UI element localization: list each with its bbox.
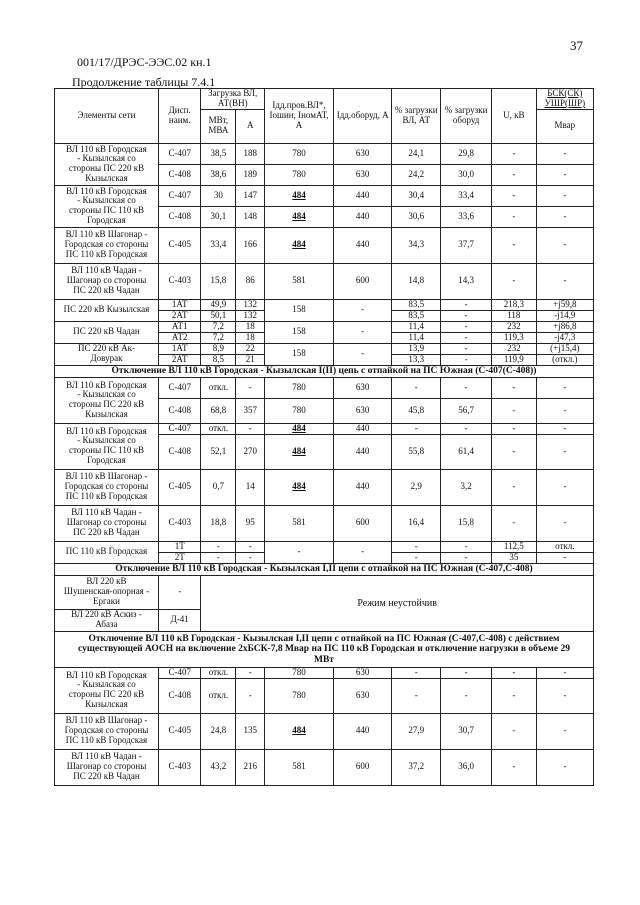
cell: -: [536, 749, 593, 785]
cell: -: [536, 552, 593, 563]
table-row: [55, 143, 594, 164]
cell: 581: [265, 505, 334, 541]
cell: 484: [265, 713, 334, 749]
cell: -: [441, 541, 492, 552]
element-name: ПС 220 кВ Чадан: [55, 321, 159, 343]
cell: -j47,3: [536, 332, 593, 343]
cell: -: [492, 227, 537, 263]
cell: 484: [265, 434, 334, 469]
cell: 440: [334, 227, 392, 263]
table-row: [55, 749, 594, 785]
header-load: Загрузка ВЛ, АТ(ВН): [201, 89, 265, 110]
cell: 630: [334, 143, 392, 164]
cell: -: [536, 505, 593, 541]
table-row: [55, 299, 594, 310]
cell: (откл.): [536, 354, 593, 365]
cell: -: [492, 469, 537, 505]
cell: 13,9: [392, 343, 441, 354]
cell: 2,9: [392, 469, 441, 505]
cell: 270: [236, 434, 265, 469]
cell: (+j15,4): [536, 343, 593, 354]
element-name: ВЛ 110 кВ Городская - Кызылская со стороны ПС 220 кВ Кызылская: [55, 377, 159, 423]
cell: АТ2: [158, 332, 200, 343]
section-row: [55, 631, 594, 667]
cell: 14: [236, 469, 265, 505]
cell: 34,3: [392, 227, 441, 263]
cell: 7,2: [201, 332, 236, 343]
header-pct-vl: % загрузки ВЛ, АТ: [392, 89, 441, 144]
cell: 95: [236, 505, 265, 541]
table-row: [55, 541, 594, 552]
cell: 43,2: [201, 749, 236, 785]
cell: -: [492, 713, 537, 749]
cell: 38,6: [201, 164, 236, 185]
cell: 11,4: [392, 321, 441, 332]
cell: 8,9: [201, 343, 236, 354]
cell: -: [441, 667, 492, 678]
cell: 24,1: [392, 143, 441, 164]
cell: -: [536, 713, 593, 749]
cell: +j59,8: [536, 299, 593, 310]
cell: -: [236, 552, 265, 563]
cell: 440: [334, 185, 392, 206]
cell: 55,8: [392, 434, 441, 469]
cell: -: [536, 423, 593, 434]
cell: -: [441, 332, 492, 343]
cell: -: [201, 541, 236, 552]
cell: 83,5: [392, 299, 441, 310]
cell: -: [334, 321, 392, 343]
cell: 33,4: [441, 185, 492, 206]
cell: 780: [265, 667, 334, 678]
cell: -: [392, 541, 441, 552]
table-row: [55, 667, 594, 678]
cell: -: [536, 434, 593, 469]
cell: 14,8: [392, 263, 441, 299]
cell: С-407: [158, 667, 200, 678]
cell: 33,4: [201, 227, 236, 263]
cell: С-407: [158, 423, 200, 434]
cell: 18: [236, 332, 265, 343]
cell: 30,7: [441, 713, 492, 749]
cell: 630: [334, 678, 392, 713]
header-load-a: А: [236, 109, 265, 143]
cell: 68,8: [201, 398, 236, 423]
cell: 440: [334, 206, 392, 227]
cell: С-405: [158, 227, 200, 263]
cell: С-408: [158, 434, 200, 469]
cell: С-407: [158, 143, 200, 164]
cell: -: [536, 263, 593, 299]
document-code: 001/17/ДРЭС-ЭЭС.02 кн.1: [77, 55, 212, 69]
cell: 232: [492, 321, 537, 332]
cell: -: [492, 434, 537, 469]
cell: 1Т: [158, 541, 200, 552]
cell: откл.: [201, 667, 236, 678]
page-number: 37: [570, 38, 583, 53]
cell: 484: [265, 469, 334, 505]
element-name: ВЛ 110 кВ Шагонар - Городская со стороны ПС 110 кВ Городская: [55, 713, 159, 749]
cell: -: [492, 377, 537, 398]
section-row: [55, 365, 594, 377]
cell: -: [392, 377, 441, 398]
cell: -: [392, 423, 441, 434]
cell: -: [492, 143, 537, 164]
cell: -: [441, 343, 492, 354]
cell: -: [236, 377, 265, 398]
cell: 148: [236, 206, 265, 227]
cell: -: [492, 678, 537, 713]
cell: 49,9: [201, 299, 236, 310]
element-name: ВЛ 110 кВ Городская - Кызылская со стороны ПС 110 кВ Городская: [55, 185, 159, 227]
cell: 166: [236, 227, 265, 263]
cell: 581: [265, 749, 334, 785]
cell: 112,5: [492, 541, 537, 552]
cell: 61,4: [441, 434, 492, 469]
table-row: [55, 343, 594, 354]
cell: -: [441, 354, 492, 365]
table-row: [55, 321, 594, 332]
cell: 780: [265, 377, 334, 398]
cell: 50,1: [201, 310, 236, 321]
cell: 21: [236, 354, 265, 365]
cell: С-405: [158, 713, 200, 749]
cell: 18: [236, 321, 265, 332]
header-disp: Дисп. наим.: [158, 89, 200, 144]
cell: -: [441, 377, 492, 398]
cell: 33,6: [441, 206, 492, 227]
section-title: Отключение ВЛ 110 кВ Городская - Кызылская I,II цепи с отпайкой на ПС Южная (С-407,С-408) с действием существующей АОСН на включение 2хБСК-7,8 Мвар на ПС 110 кВ Городская и отключение нагрузки в объеме 29 МВт: [55, 631, 594, 667]
header-row: [55, 89, 594, 110]
cell: 484: [265, 206, 334, 227]
cell: -: [392, 678, 441, 713]
section-title: Отключение ВЛ 110 кВ Городская - Кызылская I(II) цепь с отпайкой на ПС Южная (С-407(С-408)): [55, 365, 594, 377]
cell: 16,4: [392, 505, 441, 541]
cell: 83,5: [392, 310, 441, 321]
cell: 7,2: [201, 321, 236, 332]
cell: 484: [265, 227, 334, 263]
header-u: U, кВ: [492, 89, 537, 144]
element-name: ПС 220 кВ Ак- Довурак: [55, 343, 159, 365]
cell: 35: [492, 552, 537, 563]
cell: 0,7: [201, 469, 236, 505]
element-name: ВЛ 110 кВ Городская - Кызылская со стороны ПС 220 кВ Кызылская: [55, 667, 159, 713]
cell: 22: [236, 343, 265, 354]
cell: 158: [265, 343, 334, 365]
cell: -j14,9: [536, 310, 593, 321]
cell: -: [334, 299, 392, 321]
section-row: [55, 563, 594, 575]
cell: -: [492, 206, 537, 227]
cell: 232: [492, 343, 537, 354]
cell: -: [536, 143, 593, 164]
table-row: [55, 505, 594, 541]
cell: -: [236, 678, 265, 713]
cell: -: [492, 398, 537, 423]
element-name: ВЛ 110 кВ Чадан - Шагонар со стороны ПС 220 кВ Чадан: [55, 505, 159, 541]
cell: 36,0: [441, 749, 492, 785]
element-name: ВЛ 220 кВ Аскиз - Абаза: [55, 609, 159, 631]
cell: -: [536, 398, 593, 423]
cell: откл.: [201, 423, 236, 434]
cell: -: [201, 552, 236, 563]
cell: 38,5: [201, 143, 236, 164]
cell: 780: [265, 678, 334, 713]
cell: Д-41: [158, 609, 200, 631]
cell: АТ1: [158, 321, 200, 332]
table-row: [55, 575, 594, 609]
cell: -: [536, 678, 593, 713]
element-name: ВЛ 110 кВ Чадан - Шагонар со стороны ПС 220 кВ Чадан: [55, 749, 159, 785]
cell: -: [158, 575, 200, 609]
cell: 30,0: [441, 164, 492, 185]
cell: 45,8: [392, 398, 441, 423]
cell: 158: [265, 321, 334, 343]
element-name: ВЛ 110 кВ Городская - Кызылская со стороны ПС 220 кВ Кызылская: [55, 143, 159, 185]
cell: откл.: [201, 377, 236, 398]
cell: -: [536, 164, 593, 185]
cell: 630: [334, 164, 392, 185]
cell: 188: [236, 143, 265, 164]
cell: 357: [236, 398, 265, 423]
section-title: Отключение ВЛ 110 кВ Городская - Кызылская I,II цепи с отпайкой на ПС Южная (С-407,С-408): [55, 563, 594, 575]
cell: -: [492, 667, 537, 678]
cell: -: [536, 667, 593, 678]
cell: -: [441, 299, 492, 310]
cell: -: [441, 310, 492, 321]
cell: -: [441, 678, 492, 713]
header-elements: Элементы сети: [55, 89, 159, 144]
cell: 13,3: [392, 354, 441, 365]
header-bsk-unit: Мвар: [536, 109, 593, 143]
cell: 630: [334, 667, 392, 678]
cell: 440: [334, 423, 392, 434]
cell: 56,7: [441, 398, 492, 423]
cell: 15,8: [201, 263, 236, 299]
element-name: ВЛ 110 кВ Городская - Кызылская со стороны ПС 110 кВ Городская: [55, 423, 159, 469]
cell: откл.: [536, 541, 593, 552]
cell: 11,4: [392, 332, 441, 343]
regime-status: Режим неустойчив: [201, 575, 594, 631]
cell: 1АТ: [158, 343, 200, 354]
table-row: [55, 469, 594, 505]
cell: -: [334, 541, 392, 563]
cell: 216: [236, 749, 265, 785]
cell: 37,7: [441, 227, 492, 263]
cell: -: [392, 552, 441, 563]
cell: 29,8: [441, 143, 492, 164]
element-name: ПС 110 кВ Городская: [55, 541, 159, 563]
cell: 440: [334, 469, 392, 505]
cell: -: [334, 343, 392, 365]
cell: 8,5: [201, 354, 236, 365]
header-load-mw: МВт, МВА: [201, 109, 236, 143]
table-row: [55, 713, 594, 749]
cell: -: [536, 227, 593, 263]
table-row: [55, 263, 594, 299]
cell: 780: [265, 164, 334, 185]
cell: 158: [265, 299, 334, 321]
cell: 30,4: [392, 185, 441, 206]
element-name: ВЛ 220 кВ Шушенская-опорная - Ергаки: [55, 575, 159, 609]
cell: -: [536, 185, 593, 206]
cell: 119,3: [492, 332, 537, 343]
cell: -: [236, 541, 265, 552]
cell: С-408: [158, 164, 200, 185]
table-row: [55, 227, 594, 263]
cell: 581: [265, 263, 334, 299]
cell: 52,1: [201, 434, 236, 469]
cell: -: [492, 164, 537, 185]
cell: 14,3: [441, 263, 492, 299]
table-row: [55, 377, 594, 398]
cell: -: [441, 552, 492, 563]
cell: 15,8: [441, 505, 492, 541]
cell: 86: [236, 263, 265, 299]
cell: 135: [236, 713, 265, 749]
cell: С-408: [158, 398, 200, 423]
cell: 780: [265, 398, 334, 423]
cell: 600: [334, 505, 392, 541]
cell: -: [536, 206, 593, 227]
header-idd-equip: Iдд.оборуд, А: [334, 89, 392, 144]
cell: 30,1: [201, 206, 236, 227]
cell: 440: [334, 713, 392, 749]
cell: -: [441, 321, 492, 332]
cell: 630: [334, 398, 392, 423]
cell: 218,3: [492, 299, 537, 310]
table-caption: Продолжение таблицы 7.4.1: [72, 75, 216, 89]
cell: С-403: [158, 505, 200, 541]
cell: 440: [334, 434, 392, 469]
cell: 600: [334, 263, 392, 299]
cell: С-403: [158, 263, 200, 299]
cell: С-405: [158, 469, 200, 505]
cell: 2Т: [158, 552, 200, 563]
header-idd-vl: Iдд.пров.ВЛ*, Iошин, IномАТ, А: [265, 89, 334, 144]
cell: -: [441, 423, 492, 434]
cell: 37,2: [392, 749, 441, 785]
cell: 484: [265, 423, 334, 434]
cell: -: [492, 263, 537, 299]
cell: 2АТ: [158, 354, 200, 365]
cell: -: [536, 469, 593, 505]
header-bsk: БСК(СК) УШР(ШР): [536, 89, 593, 110]
cell: 484: [265, 185, 334, 206]
cell: С-407: [158, 377, 200, 398]
cell: С-407: [158, 185, 200, 206]
element-name: ВЛ 110 кВ Чадан - Шагонар со стороны ПС 220 кВ Чадан: [55, 263, 159, 299]
cell: 1АТ: [158, 299, 200, 310]
cell: -: [492, 505, 537, 541]
element-name: ПС 220 кВ Кызылская: [55, 299, 159, 321]
cell: 119,9: [492, 354, 537, 365]
cell: 24,2: [392, 164, 441, 185]
load-table: [54, 88, 594, 786]
cell: 24,8: [201, 713, 236, 749]
cell: +j86,8: [536, 321, 593, 332]
table-row: [55, 423, 594, 434]
cell: 189: [236, 164, 265, 185]
cell: -: [392, 667, 441, 678]
cell: С-408: [158, 678, 200, 713]
cell: 30: [201, 185, 236, 206]
header-pct-equip: % загрузки оборуд: [441, 89, 492, 144]
cell: 118: [492, 310, 537, 321]
table-row: [55, 185, 594, 206]
element-name: ВЛ 110 кВ Шагонар - Городская со стороны ПС 110 кВ Городская: [55, 227, 159, 263]
cell: -: [492, 749, 537, 785]
cell: -: [236, 423, 265, 434]
cell: 147: [236, 185, 265, 206]
cell: 2АТ: [158, 310, 200, 321]
cell: 3,2: [441, 469, 492, 505]
cell: откл.: [201, 678, 236, 713]
cell: -: [492, 185, 537, 206]
cell: -: [236, 667, 265, 678]
cell: 630: [334, 377, 392, 398]
cell: -: [536, 377, 593, 398]
cell: -: [265, 541, 334, 563]
element-name: ВЛ 110 кВ Шагонар - Городская со стороны ПС 110 кВ Городская: [55, 469, 159, 505]
cell: -: [492, 423, 537, 434]
cell: 132: [236, 299, 265, 310]
cell: С-408: [158, 206, 200, 227]
cell: 600: [334, 749, 392, 785]
cell: 30,6: [392, 206, 441, 227]
cell: 18,8: [201, 505, 236, 541]
cell: С-403: [158, 749, 200, 785]
cell: 780: [265, 143, 334, 164]
cell: 27,9: [392, 713, 441, 749]
cell: 132: [236, 310, 265, 321]
